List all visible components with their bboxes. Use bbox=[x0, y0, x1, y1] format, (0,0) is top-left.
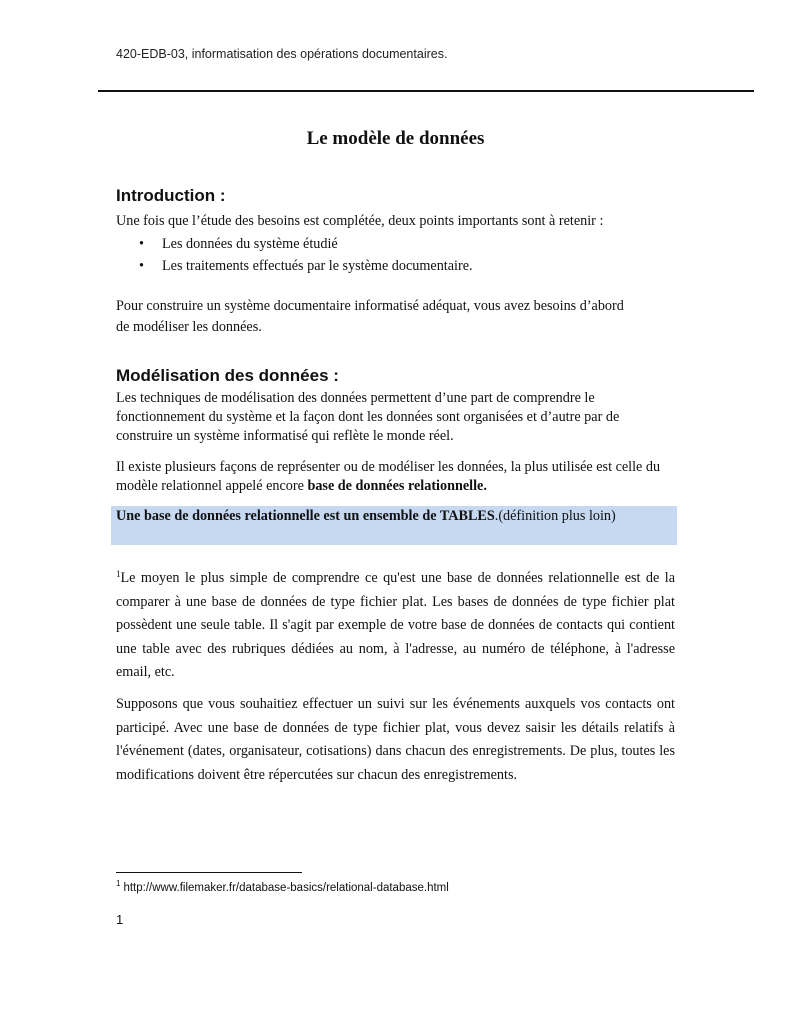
definition-text bbox=[116, 507, 678, 526]
footnote-reference[interactable]: 1 bbox=[116, 569, 121, 579]
modelisation-paragraph-1: Les techniques de modélisation des données permettent d’une part de comprendre le fonctionnement du système et la façon dont les données sont organisées et d’autre par de construire un système informatisé qui reflète le monde réel. bbox=[116, 390, 620, 444]
introduction-lead: Une fois que l’étude des besoins est complétée, deux points importants sont à retenir : bbox=[116, 213, 604, 229]
list-item bbox=[116, 233, 473, 255]
page-title: Le modèle de données bbox=[306, 128, 485, 149]
bullet-text: Les données du système étudié bbox=[162, 236, 338, 252]
modelisation-paragraph-4: Supposons que vous souhaitiez effectuer un suivi sur les événements auxquels vos contacts ont participé. Avec une base de données de type fichier plat, vous devez saisir les détails relatifs à l'événement (dates, organisateur, cotisations) dans chacun des enregistrements. De plus, toutes les modifications doivent être répercutées sur chacun des enregistrements. bbox=[116, 696, 675, 783]
header-divider bbox=[98, 90, 754, 92]
footnote-divider bbox=[116, 872, 302, 873]
footnote bbox=[116, 879, 449, 894]
modelisation-paragraph-3 bbox=[116, 563, 675, 685]
paragraph-2-text: Il existe plusieurs façons de représenter ou de modéliser les données, la plus utilisée est celle du modèle relationnel appelé encore bbox=[116, 459, 661, 494]
introduction-bullet-list bbox=[116, 233, 473, 277]
footnote-marker: 1 bbox=[116, 879, 121, 888]
footnote-link[interactable]: http://www.filemaker.fr/database-basics/relational-database.html bbox=[123, 882, 449, 894]
definition-rest: .(définition plus loin) bbox=[494, 508, 616, 524]
bullet-icon: • bbox=[139, 236, 144, 252]
bullet-text: Les traitements effectués par le système documentaire. bbox=[162, 258, 473, 274]
bullet-icon: • bbox=[139, 258, 144, 274]
introduction-closing: Pour construire un système documentaire informatisé adéquat, vous avez besoins d’abord de modéliser les données. bbox=[116, 298, 624, 335]
modelisation-heading: Modélisation des données : bbox=[116, 366, 339, 385]
paragraph-3-text: Le moyen le plus simple de comprendre ce qu'est une base de données relationnelle est de la comparer à une base de données de type fichier plat. Les bases de données de type fichier plat possèdent une seule table. Il s'agit par exemple de votre base de données de contacts qui contient une table avec des rubriques dédiées au nom, à l'adresse, au numéro de téléphone, à l'adresse email, etc. bbox=[116, 570, 675, 681]
introduction-heading: Introduction : bbox=[116, 186, 226, 205]
paragraph-2-bold: base de données relationnelle. bbox=[307, 478, 487, 494]
page-number: 1 bbox=[116, 912, 124, 927]
page-header: 420-EDB-03, informatisation des opérations documentaires. bbox=[116, 47, 448, 61]
definition-bold: Une base de données relationnelle est un ensemble de TABLES bbox=[116, 508, 495, 524]
modelisation-paragraph-2 bbox=[116, 458, 678, 496]
list-item bbox=[116, 255, 473, 277]
